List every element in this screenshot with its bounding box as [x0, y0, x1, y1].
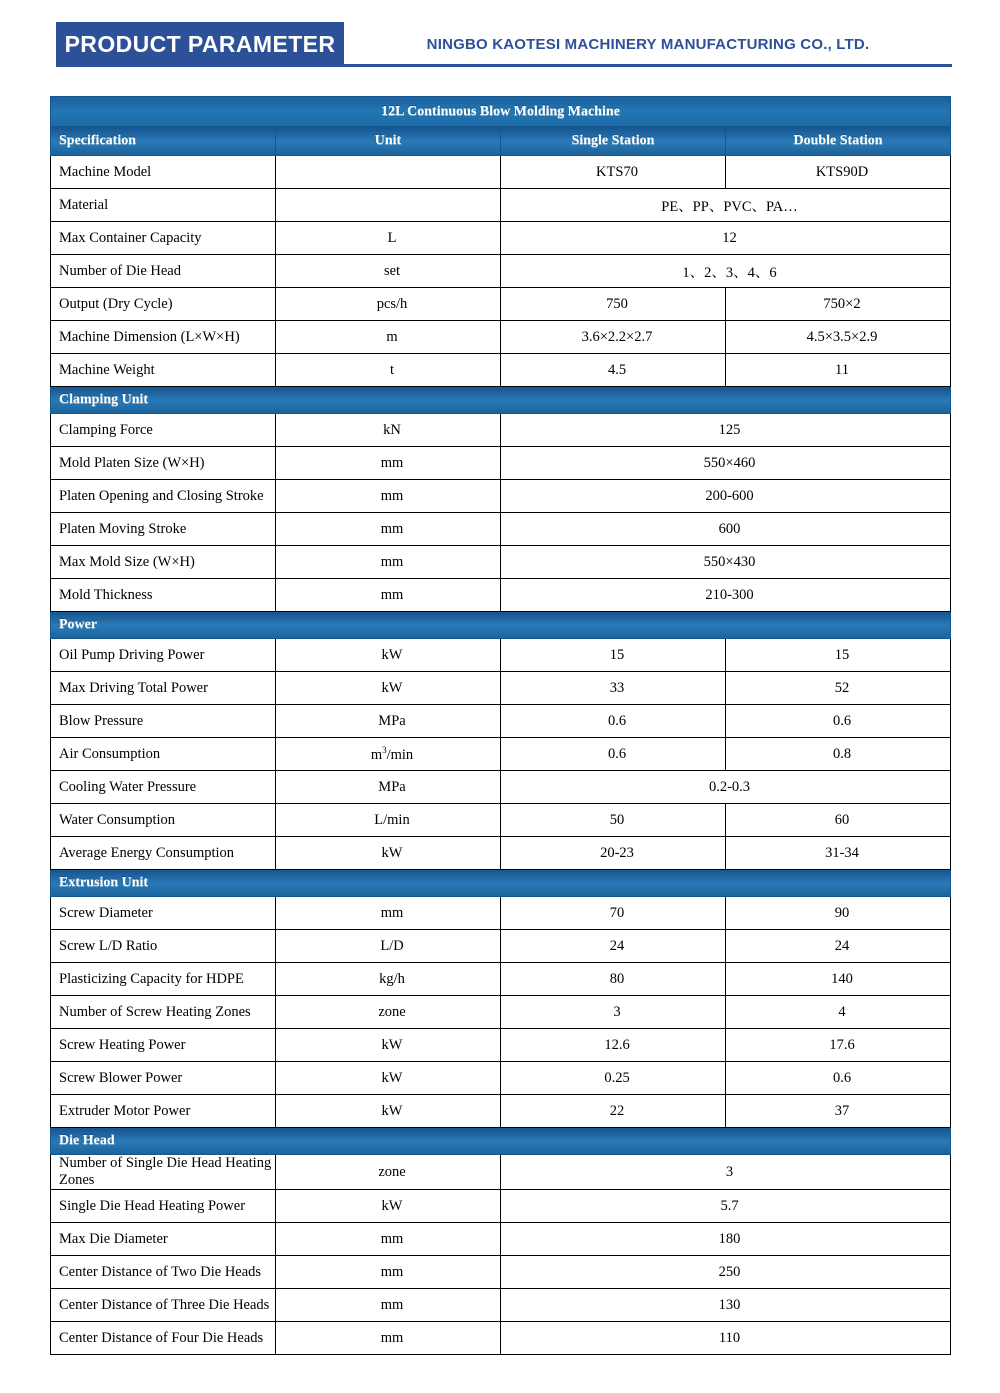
cell-unit: mm — [276, 579, 501, 612]
column-header-row — [51, 127, 951, 156]
table-row — [51, 288, 951, 321]
cell-unit: mm — [276, 546, 501, 579]
cell-value-double-station: 90 — [726, 897, 951, 930]
table-row — [51, 255, 951, 288]
cell-value-double-station: 11 — [726, 354, 951, 387]
table-row — [51, 546, 951, 579]
column-header-specification: Specification — [51, 127, 276, 156]
cell-specification: Mold Platen Size (W×H) — [51, 447, 276, 480]
cell-value-merged: 12 — [501, 222, 951, 255]
cell-value-single-station: 80 — [501, 963, 726, 996]
cell-unit: mm — [276, 1289, 501, 1322]
cell-unit: $m^3/\min$ — [276, 738, 501, 771]
table-row — [51, 897, 951, 930]
cell-unit: MPa — [276, 771, 501, 804]
cell-specification: Number of Die Head — [51, 255, 276, 288]
cell-specification: Platen Opening and Closing Stroke — [51, 480, 276, 513]
table-row — [51, 1256, 951, 1289]
cell-value-merged: 550×460 — [501, 447, 951, 480]
cell-specification: Machine Dimension (L×W×H) — [51, 321, 276, 354]
section-header-label: Power — [51, 612, 951, 639]
cell-unit — [276, 189, 501, 222]
cell-unit: mm — [276, 1322, 501, 1355]
cell-unit: L — [276, 222, 501, 255]
cell-value-merged: 3 — [501, 1155, 951, 1190]
cell-value-single-station: 33 — [501, 672, 726, 705]
cell-specification: Output (Dry Cycle) — [51, 288, 276, 321]
cell-unit: kW — [276, 837, 501, 870]
cell-unit: t — [276, 354, 501, 387]
cell-unit: mm — [276, 480, 501, 513]
cell-specification: Machine Weight — [51, 354, 276, 387]
cell-unit: kW — [276, 1190, 501, 1223]
cell-unit: kW — [276, 1062, 501, 1095]
table-row — [51, 1289, 951, 1322]
table-title: 12L Continuous Blow Molding Machine — [51, 97, 951, 127]
spec-table-container — [50, 96, 951, 1355]
cell-value-double-station: KTS90D — [726, 156, 951, 189]
cell-value-double-station: 15 — [726, 639, 951, 672]
cell-value-single-station: 50 — [501, 804, 726, 837]
cell-unit: set — [276, 255, 501, 288]
cell-value-merged: 600 — [501, 513, 951, 546]
table-row — [51, 579, 951, 612]
table-row — [51, 771, 951, 804]
table-row — [51, 996, 951, 1029]
cell-specification: Oil Pump Driving Power — [51, 639, 276, 672]
cell-value-double-station: 37 — [726, 1095, 951, 1128]
table-row — [51, 672, 951, 705]
cell-specification: Platen Moving Stroke — [51, 513, 276, 546]
cell-value-double-station: 0.6 — [726, 705, 951, 738]
cell-specification: Screw Blower Power — [51, 1062, 276, 1095]
cell-value-merged: 550×430 — [501, 546, 951, 579]
cell-specification: Screw L/D Ratio — [51, 930, 276, 963]
cell-unit: kW — [276, 672, 501, 705]
section-header-row — [51, 870, 951, 897]
cell-value-single-station: 0.6 — [501, 705, 726, 738]
column-header-double-station: Double Station — [726, 127, 951, 156]
table-row — [51, 354, 951, 387]
table-title-row — [51, 97, 951, 127]
cell-unit: kW — [276, 1029, 501, 1062]
section-header-label: Die Head — [51, 1128, 951, 1155]
cell-specification: Extruder Motor Power — [51, 1095, 276, 1128]
page-title: PRODUCT PARAMETER — [64, 30, 336, 57]
table-row — [51, 414, 951, 447]
cell-specification: Number of Single Die Head Heating Zones — [51, 1155, 276, 1190]
cell-value-double-station: 4 — [726, 996, 951, 1029]
cell-value-merged: 0.2-0.3 — [501, 771, 951, 804]
cell-value-double-station: 140 — [726, 963, 951, 996]
cell-specification: Average Energy Consumption — [51, 837, 276, 870]
cell-specification: Clamping Force — [51, 414, 276, 447]
cell-value-merged: PE、PP、PVC、PA… — [501, 189, 951, 222]
table-row — [51, 321, 951, 354]
cell-unit: zone — [276, 1155, 501, 1190]
cell-value-single-station: 4.5 — [501, 354, 726, 387]
cell-value-merged: 1、2、3、4、6 — [501, 255, 951, 288]
cell-specification: Max Driving Total Power — [51, 672, 276, 705]
cell-unit: pcs/h — [276, 288, 501, 321]
cell-specification: Center Distance of Three Die Heads — [51, 1289, 276, 1322]
cell-unit: zone — [276, 996, 501, 1029]
cell-unit: mm — [276, 1256, 501, 1289]
cell-specification: Material — [51, 189, 276, 222]
table-row — [51, 1095, 951, 1128]
table-row — [51, 189, 951, 222]
table-row — [51, 639, 951, 672]
cell-value-single-station: 750 — [501, 288, 726, 321]
section-header-label: Clamping Unit — [51, 387, 951, 414]
column-header-single-station: Single Station — [501, 127, 726, 156]
table-row — [51, 1062, 951, 1095]
section-header-row — [51, 612, 951, 639]
cell-unit: mm — [276, 1223, 501, 1256]
cell-specification: Max Die Diameter — [51, 1223, 276, 1256]
cell-value-single-station: KTS70 — [501, 156, 726, 189]
table-row — [51, 1029, 951, 1062]
table-row — [51, 804, 951, 837]
cell-unit: mm — [276, 513, 501, 546]
cell-value-single-station: 24 — [501, 930, 726, 963]
cell-value-single-station: 3 — [501, 996, 726, 1029]
cell-specification: Cooling Water Pressure — [51, 771, 276, 804]
cell-value-single-station: 0.6 — [501, 738, 726, 771]
cell-specification: Mold Thickness — [51, 579, 276, 612]
table-row — [51, 1223, 951, 1256]
cell-unit: kg/h — [276, 963, 501, 996]
table-row — [51, 513, 951, 546]
cell-specification: Single Die Head Heating Power — [51, 1190, 276, 1223]
cell-specification: Max Container Capacity — [51, 222, 276, 255]
table-row — [51, 1155, 951, 1190]
cell-specification: Air Consumption — [51, 738, 276, 771]
cell-unit: mm — [276, 897, 501, 930]
cell-value-double-station: 4.5×3.5×2.9 — [726, 321, 951, 354]
cell-unit: kN — [276, 414, 501, 447]
section-header-label: Extrusion Unit — [51, 870, 951, 897]
section-header-row — [51, 387, 951, 414]
section-header-row — [51, 1128, 951, 1155]
table-row — [51, 837, 951, 870]
cell-unit — [276, 156, 501, 189]
cell-unit: L/min — [276, 804, 501, 837]
cell-value-merged: 250 — [501, 1256, 951, 1289]
cell-value-single-station: 22 — [501, 1095, 726, 1128]
cell-value-merged: 110 — [501, 1322, 951, 1355]
table-row — [51, 480, 951, 513]
cell-specification: Blow Pressure — [51, 705, 276, 738]
cell-value-single-station: 0.25 — [501, 1062, 726, 1095]
cell-unit: kW — [276, 1095, 501, 1128]
cell-specification: Center Distance of Two Die Heads — [51, 1256, 276, 1289]
cell-unit: L/D — [276, 930, 501, 963]
column-header-unit: Unit — [276, 127, 501, 156]
cell-value-merged: 130 — [501, 1289, 951, 1322]
table-row — [51, 1322, 951, 1355]
cell-value-merged: 210-300 — [501, 579, 951, 612]
page-header — [0, 0, 1000, 72]
cell-value-single-station: 3.6×2.2×2.7 — [501, 321, 726, 354]
cell-value-double-station: 52 — [726, 672, 951, 705]
cell-value-merged: 180 — [501, 1223, 951, 1256]
cell-value-double-station: 31-34 — [726, 837, 951, 870]
company-name: NINGBO KAOTESI MACHINERY MANUFACTURING CO., LTD. — [426, 35, 870, 53]
table-row — [51, 930, 951, 963]
cell-specification: Screw Heating Power — [51, 1029, 276, 1062]
cell-value-double-station: 60 — [726, 804, 951, 837]
cell-specification: Machine Model — [51, 156, 276, 189]
cell-value-double-station: 750×2 — [726, 288, 951, 321]
cell-value-double-station: 0.8 — [726, 738, 951, 771]
product-parameter-banner — [56, 22, 344, 66]
cell-value-double-station: 24 — [726, 930, 951, 963]
cell-value-merged: 125 — [501, 414, 951, 447]
table-row — [51, 447, 951, 480]
cell-value-double-station: 17.6 — [726, 1029, 951, 1062]
cell-value-single-station: 15 — [501, 639, 726, 672]
cell-specification: Center Distance of Four Die Heads — [51, 1322, 276, 1355]
cell-specification: Plasticizing Capacity for HDPE — [51, 963, 276, 996]
cell-value-single-station: 70 — [501, 897, 726, 930]
table-row — [51, 705, 951, 738]
cell-value-merged: 5.7 — [501, 1190, 951, 1223]
cell-value-single-station: 20-23 — [501, 837, 726, 870]
specification-table — [50, 96, 951, 1355]
table-row — [51, 222, 951, 255]
cell-value-double-station: 0.6 — [726, 1062, 951, 1095]
table-row — [51, 963, 951, 996]
cell-unit: MPa — [276, 705, 501, 738]
table-row — [51, 738, 951, 771]
cell-unit: kW — [276, 639, 501, 672]
cell-specification: Water Consumption — [51, 804, 276, 837]
cell-value-single-station: 12.6 — [501, 1029, 726, 1062]
cell-value-merged: 200-600 — [501, 480, 951, 513]
table-row — [51, 1190, 951, 1223]
cell-unit: mm — [276, 447, 501, 480]
cell-specification: Screw Diameter — [51, 897, 276, 930]
cell-specification: Number of Screw Heating Zones — [51, 996, 276, 1029]
cell-specification: Max Mold Size (W×H) — [51, 546, 276, 579]
table-row — [51, 156, 951, 189]
cell-unit: m — [276, 321, 501, 354]
